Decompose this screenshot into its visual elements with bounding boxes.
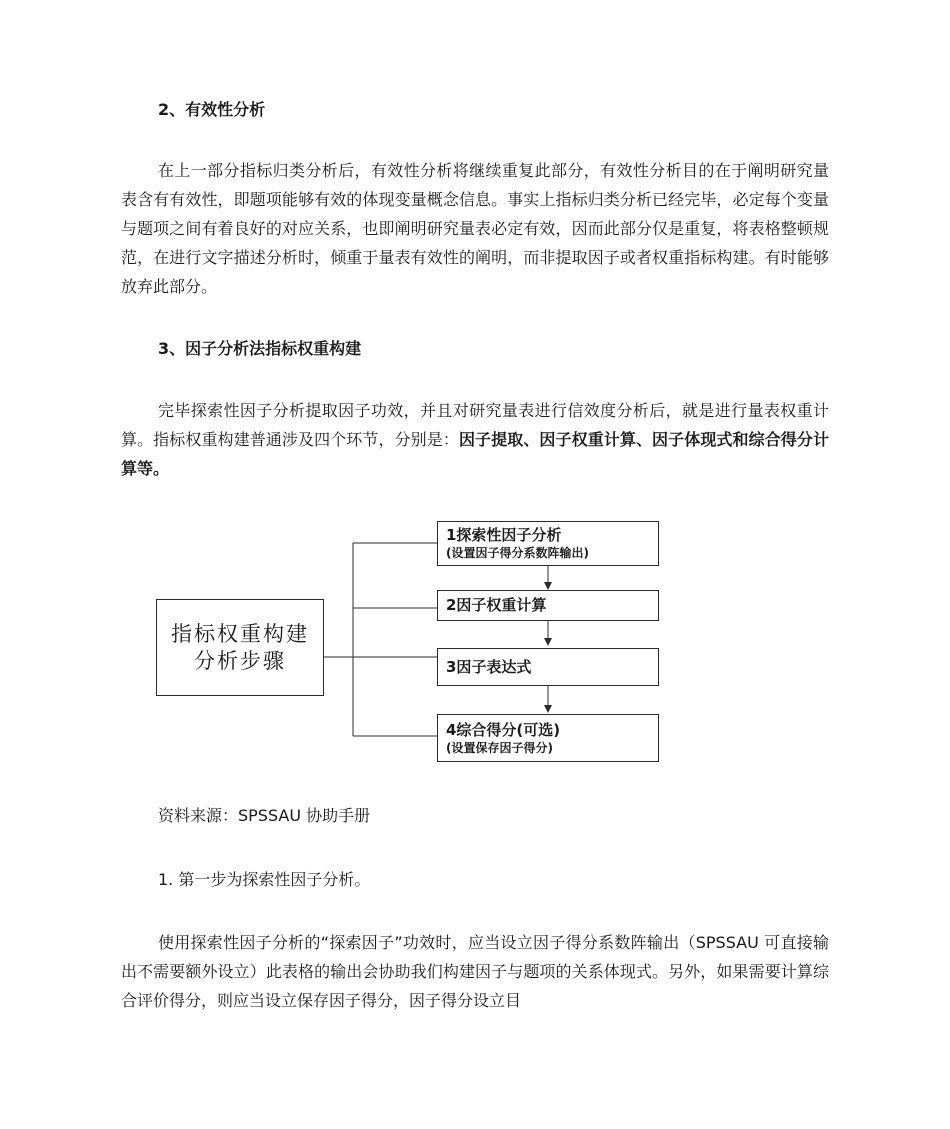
main-node-line1: 指标权重构建 — [171, 621, 309, 646]
step-2-title: 2因子权重计算 — [446, 596, 547, 614]
step-4-title: 4综合得分(可选) — [446, 720, 561, 739]
validity-paragraph: 在上一部分指标归类分析后，有效性分析将继续重复此部分，有效性分析目的在于阐明研究量表含有有效性，即题项能够有效的体现变量概念信息。事实上指标归类分析已经完毕，必定每个变量与题项之间有着良好的对应关系，也即阐明研究量表必定有效，因而此部分仅是重复，将表格整顿规范，在进行文字描述分析时，倾重于量表有效性的阐明，而非提取因子或者权重指标构建。有时能够放弃此部分。 — [121, 161, 829, 296]
factor-weight-paragraph-bold: 因子提取、因子权重计算、因子体现式和综合得分计算等。 — [121, 430, 829, 478]
section-heading-factor-weight: 3、因子分析法指标权重构建 — [158, 339, 362, 358]
step-node-4 — [437, 714, 659, 762]
step-3-title: 3因子表达式 — [446, 657, 532, 676]
main-node-weight-steps — [156, 599, 324, 696]
step-node-1 — [437, 521, 659, 566]
section-heading-validity: 2、有效性分析 — [158, 100, 266, 119]
step-node-3 — [437, 648, 659, 686]
weight-construction-diagram — [150, 515, 670, 770]
step-node-2 — [437, 590, 659, 621]
step-1-subtitle: (设置因子得分系数阵输出) — [446, 546, 589, 560]
factor-weight-paragraph-text: 完毕探索性因子分析提取因子功效，并且对研究量表进行信效度分析后，就是进行量表权重计算。指标权重构建普通涉及四个环节，分别是： — [121, 401, 829, 449]
factor-weight-paragraph — [121, 396, 829, 483]
step-4-subtitle: (设置保存因子得分) — [446, 740, 553, 755]
step-one-line: 1. 第一步为探索性因子分析。 — [158, 870, 371, 889]
main-node-line2: 分析步骤 — [194, 648, 286, 673]
source-note: 资料来源：SPSSAU 协助手册 — [158, 806, 371, 825]
step-1-title: 1探索性因子分析 — [446, 526, 562, 544]
closing-paragraph: 使用探索性因子分析的“探索因子”功效时，应当设立因子得分系数阵输出（SPSSAU 可直接输出不需要额外设立）此表格的输出会协助我们构建因子与题项的关系体现式。另外，如果需要计算综合评价得分，则应当设立保存因子得分，因子得分设立目 — [121, 933, 829, 1010]
